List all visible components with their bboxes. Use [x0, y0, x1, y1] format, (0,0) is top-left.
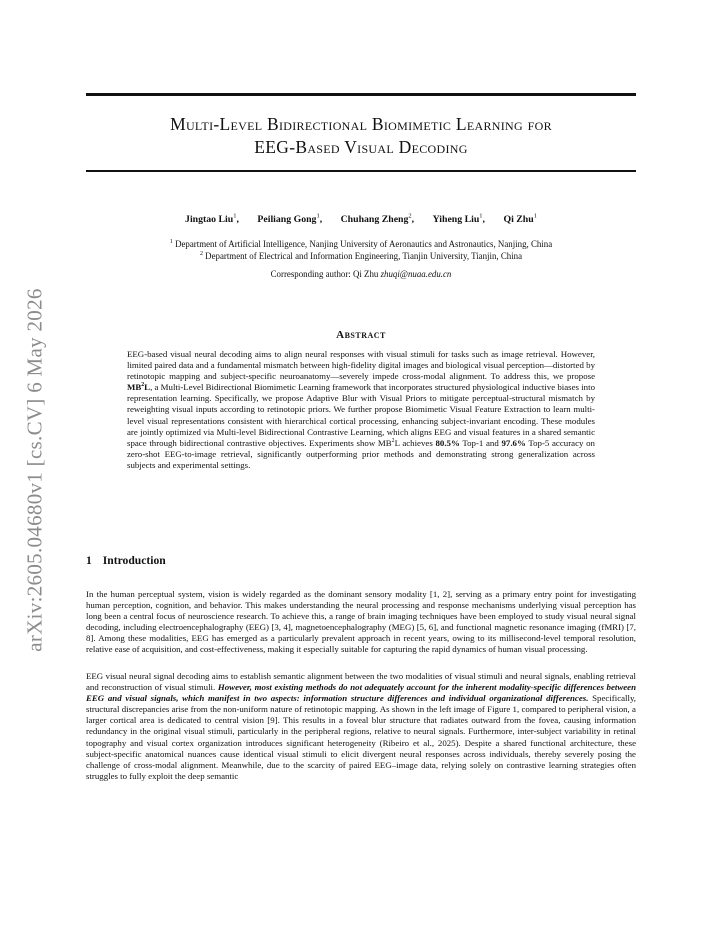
corresponding-author: Corresponding author: Qi Zhu zhuqi@nuaa.edu.cn [270, 269, 452, 279]
intro-paragraph-1: In the human perceptual system, vision is widely regarded as the dominant sensory modality [1, 2], serving as a primary entry point for investigating human perception, cognition, and behavior. This makes understanding the neural processing and response mechanisms underlying visual perception has long been a central focus of neuroscience research. To achieve this, a range of brain imaging techniques have been employed to study visual neural signal decoding, including electroencephalography (EEG) [3, 4], magnetoencephalography (MEG) [5, 6], and functional magnetic resonance imaging (fMRI) [7, 8]. Among these modalities, EEG has emerged as a particularly prevalent approach in recent years, owing to its millisecond-level temporal resolution, relative ease of acquisition, and cost-effectiveness, making it especially suitable for capturing the rapid dynamics of human visual processing. [86, 589, 636, 655]
abstract-body: EEG-based visual neural decoding aims to align neural responses with visual stimuli for tasks such as image retrieval. However, limited paired data and a fundamental mismatch between high-fidelity digital images and biological visual perception—distorted by retinotopic mapping and subject-specific neuroanatomy—severely impede cross-modal alignment. To address this, we propose $MB^2L$, a Multi-Level Bidirectional Biomimetic Learning framework that incorporates structured physiological inductive biases into representation learning. Specifically, we propose Adaptive Blur with Visual Priors to mitigate perceptual-structural mismatch by reweighting visual inputs according to retinotopic priors. We further propose Biomimetic Visual Feature Extraction to learn multi-level visual representations consistent with hierarchical cortical processing, enhancing subject-invariant encoding. These modules are jointly optimized via Multi-level Bidirectional Contrastive Learning, which aligns EEG and visual features in a shared semantic space through bidirectional contrastive objectives. Experiments show $MB^2L$ achieves 80.5% Top-1 and 97.6% Top-5 accuracy on zero-shot EEG-to-image retrieval, significantly outperforming prior methods and demonstrating strong generalization across subjects and experimental settings. [127, 349, 595, 470]
corresponding-email[interactable]: zhuqi@nuaa.edu.cn [380, 269, 452, 279]
author: Jingtao Liu$^1$, [185, 213, 239, 226]
author: Chuhang Zheng$^2$, [340, 213, 415, 226]
arxiv-id: arXiv:2605.04680v1 [cs.CV] 6 May 2026 [22, 288, 47, 652]
author: Qi Zhu$^1$ [503, 213, 537, 226]
affiliation-2: $^2$ Department of Electrical and Information Engineering, Tianjin University, Tianjin, China [199, 250, 523, 261]
section-heading-introduction: 1 Introduction [86, 554, 166, 567]
title-line-1: Multi-Level Bidirectional Biomimetic Learning for [170, 114, 552, 134]
title-line-2: EEG-Based Visual Decoding [254, 137, 468, 157]
paper-title [86, 113, 636, 159]
affiliation-1: $^1$ Department of Artificial Intelligence, Nanjing University of Aeronautics and Astronautics, Nanjing, China [169, 238, 553, 249]
author: Peiliang Gong$^1$, [257, 213, 323, 226]
abstract-heading: Abstract [336, 329, 386, 341]
intro-paragraph-2: EEG visual neural signal decoding aims to establish semantic alignment between the two modalities of visual stimuli and neural signals, enabling retrieval and reconstruction of visual stimuli. However, most existing methods do not adequately account for the inherent modality-specific differences between EEG and visual signals, which manifest in two aspects: information structure differences and individual organizational differences. Specifically, structural discrepancies arise from the non-uniform nature of retinotopic mapping. As shown in the left image of Figure 1, compared to peripheral vision, a larger cortical area is dedicated to central vision [9]. This results in a foveal blur structure that radiates outward from the fovea, causing information redundancy in the original visual stimuli, particularly in the peripheral regions, relative to neural signals. Furthermore, inter-subject variability in retinal topography and visual cortex organization introduces significant heterogeneity (Ribeiro et al., 2025). Despite a shared functional architecture, these subject-specific anatomical nuances cause identical visual stimuli to elicit divergent neural responses across individuals, thereby severely posing the challenge of cross-modal alignment. Meanwhile, due to the scarcity of paired EEG–image data, relying solely on contrastive learning strategies often struggles to fully exploit the deep semantic [86, 671, 637, 781]
arxiv-sidebar-stamp [18, 260, 52, 680]
author: Yiheng Liu$^1$, [432, 213, 485, 226]
title-rule-bottom [86, 170, 636, 172]
title-rule-top [86, 93, 636, 96]
author-list [86, 213, 636, 225]
